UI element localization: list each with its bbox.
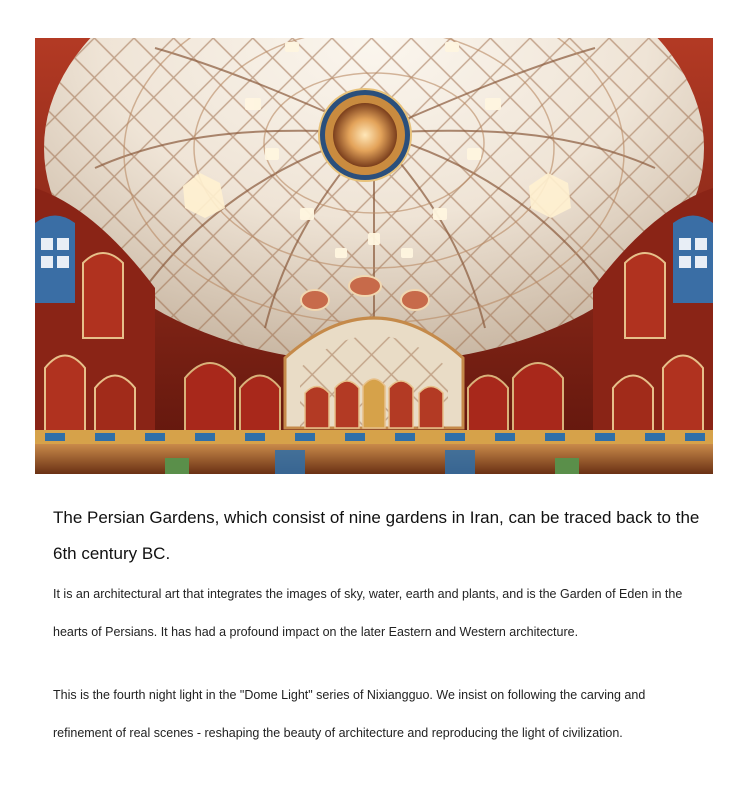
paragraph-1: It is an architectural art that integrates the images of sky, water, earth and plants, and is the Garden of Eden in the hearts of Persians. It has had a profound impact on the later Eastern and Western architecture. (53, 587, 683, 639)
paragraph-2: This is the fourth night light in the "Dome Light" series of Nixiangguo. We insist on following the carving and refinement of real scenes - reshaping the beauty of architecture and reproducing the light of civilization. (53, 688, 646, 740)
article-text (53, 500, 703, 752)
dome-ceiling-photo (35, 38, 713, 474)
headline: The Persian Gardens, which consist of nine gardens in Iran, can be traced back to the 6th century BC. (53, 508, 700, 563)
